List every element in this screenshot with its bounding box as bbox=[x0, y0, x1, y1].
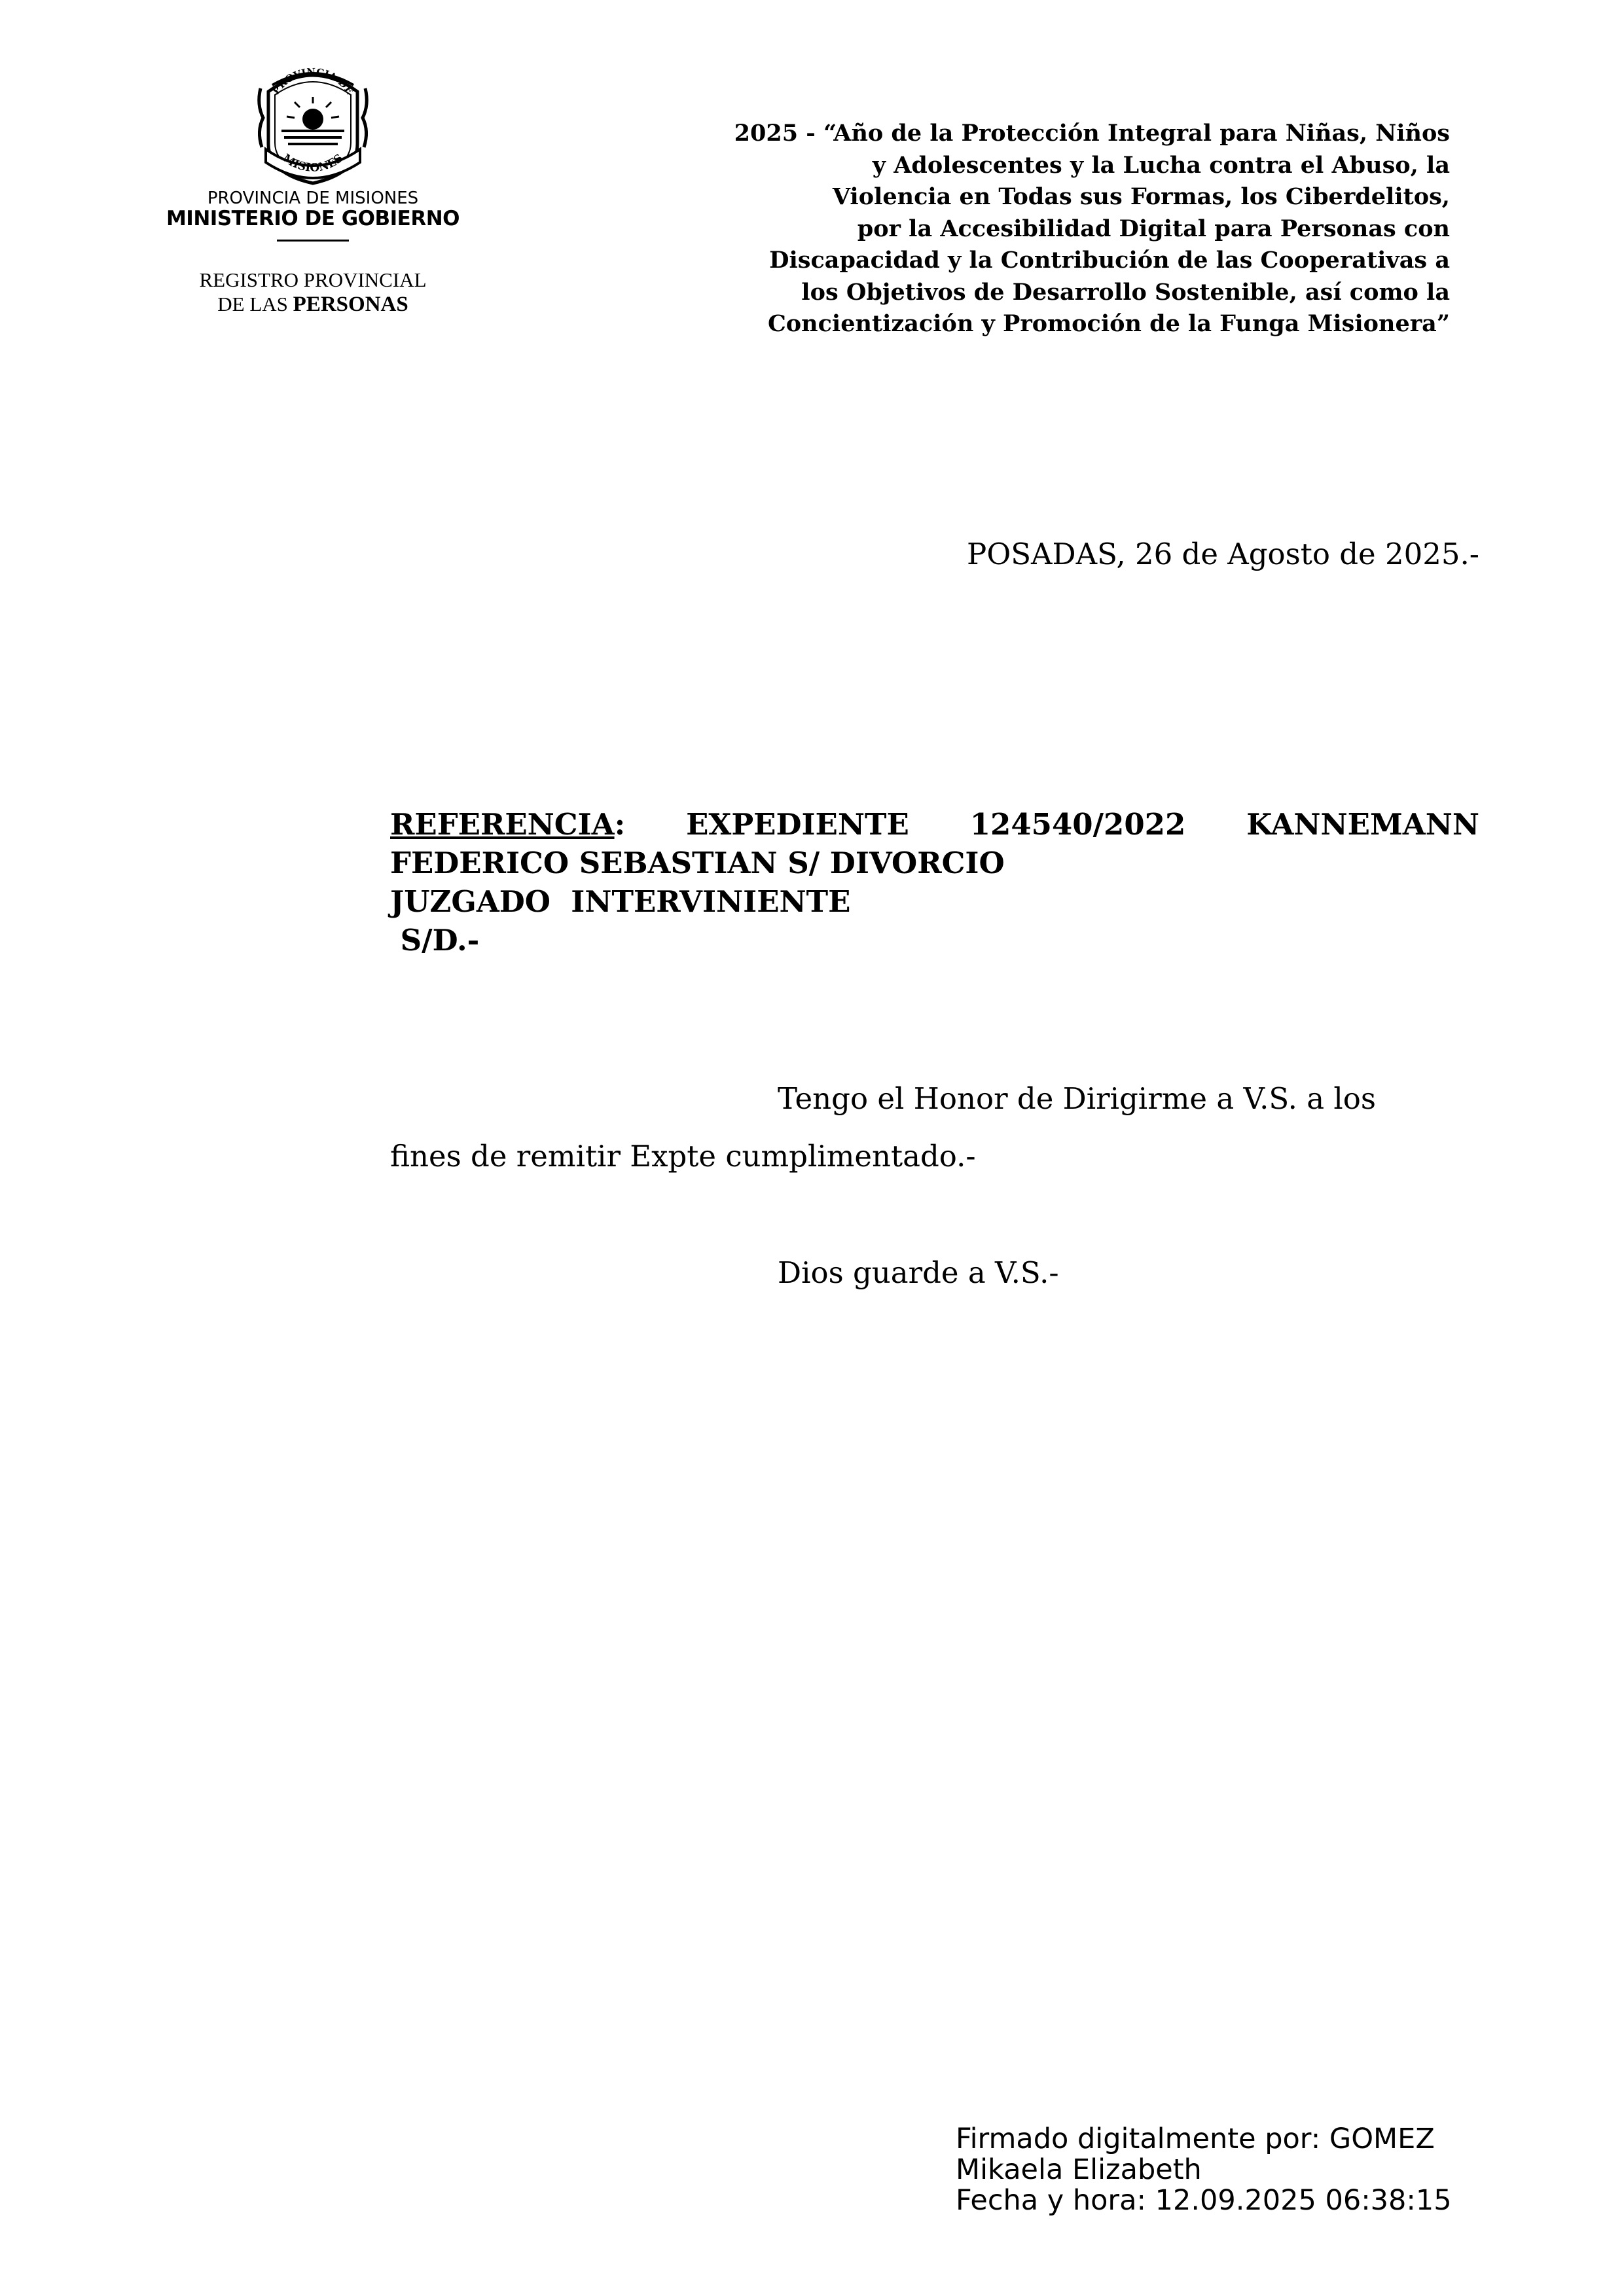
motto-line: Discapacidad y la Contribución de las Cooperativas a bbox=[769, 247, 1450, 274]
ministry-divider bbox=[277, 240, 349, 242]
svg-text:PROVINCIA DE: PROVINCIA DE bbox=[270, 65, 356, 97]
registry-line2-prefix: DE LAS bbox=[217, 293, 293, 315]
registry-name-line2 bbox=[157, 293, 469, 317]
signature-name-line: Mikaela Elizabeth bbox=[956, 2153, 1202, 2186]
body-paragraph-line2: fines de remitir Expte cumplimentado.- bbox=[390, 1139, 976, 1174]
reference-word-expediente: EXPEDIENTE bbox=[686, 807, 909, 842]
body-paragraph-line1: Tengo el Honor de Dirigirme a V.S. a los bbox=[778, 1081, 1376, 1116]
motto-line: 2025 - “Año de la Protección Integral para Niñas, Niños bbox=[734, 120, 1450, 147]
reference-line-3: JUZGADO INTERVINIENTE bbox=[390, 884, 851, 919]
reference-colon: : bbox=[614, 807, 626, 842]
ministry-name: MINISTERIO DE GOBIERNO bbox=[166, 207, 460, 230]
reference-label: REFERENCIA bbox=[390, 807, 615, 842]
reference-expediente-number: 124540/2022 bbox=[969, 807, 1186, 842]
reference-label-group bbox=[390, 805, 625, 844]
signature-signer-line: Firmado digitalmente por: GOMEZ bbox=[956, 2123, 1435, 2155]
motto-line: Violencia en Todas sus Formas, los Ciberdelitos, bbox=[832, 183, 1450, 210]
year-motto bbox=[628, 118, 1450, 340]
digital-signature bbox=[956, 2124, 1452, 2216]
registry-name-line1: REGISTRO PROVINCIAL bbox=[199, 268, 427, 291]
motto-line: y Adolescentes y la Lucha contra el Abuso, la bbox=[872, 151, 1450, 179]
reference-block bbox=[390, 805, 1479, 960]
provincia-de-misiones-seal-icon bbox=[254, 65, 372, 187]
closing-salutation: Dios guarde a V.S.- bbox=[778, 1255, 1059, 1290]
province-name: PROVINCIA DE MISIONES bbox=[207, 188, 419, 208]
reference-line-1 bbox=[390, 805, 1479, 844]
place-and-date: POSADAS, 26 de Agosto de 2025.- bbox=[967, 537, 1479, 571]
motto-line: por la Accesibilidad Digital para Personas con bbox=[857, 215, 1450, 242]
svg-text:MISIONES: MISIONES bbox=[280, 151, 346, 175]
reference-line-2: FEDERICO SEBASTIAN S/ DIVORCIO bbox=[390, 846, 1005, 880]
reference-surname: KANNEMANN bbox=[1246, 807, 1479, 842]
reference-line-4: S/D.- bbox=[390, 923, 480, 958]
registry-line2-strong: PERSONAS bbox=[293, 293, 408, 316]
signature-datetime-line: Fecha y hora: 12.09.2025 06:38:15 bbox=[956, 2184, 1452, 2217]
motto-line: Concientización y Promoción de la Funga Misionera” bbox=[767, 310, 1450, 337]
motto-line: los Objetivos de Desarrollo Sostenible, así como la bbox=[801, 278, 1450, 306]
